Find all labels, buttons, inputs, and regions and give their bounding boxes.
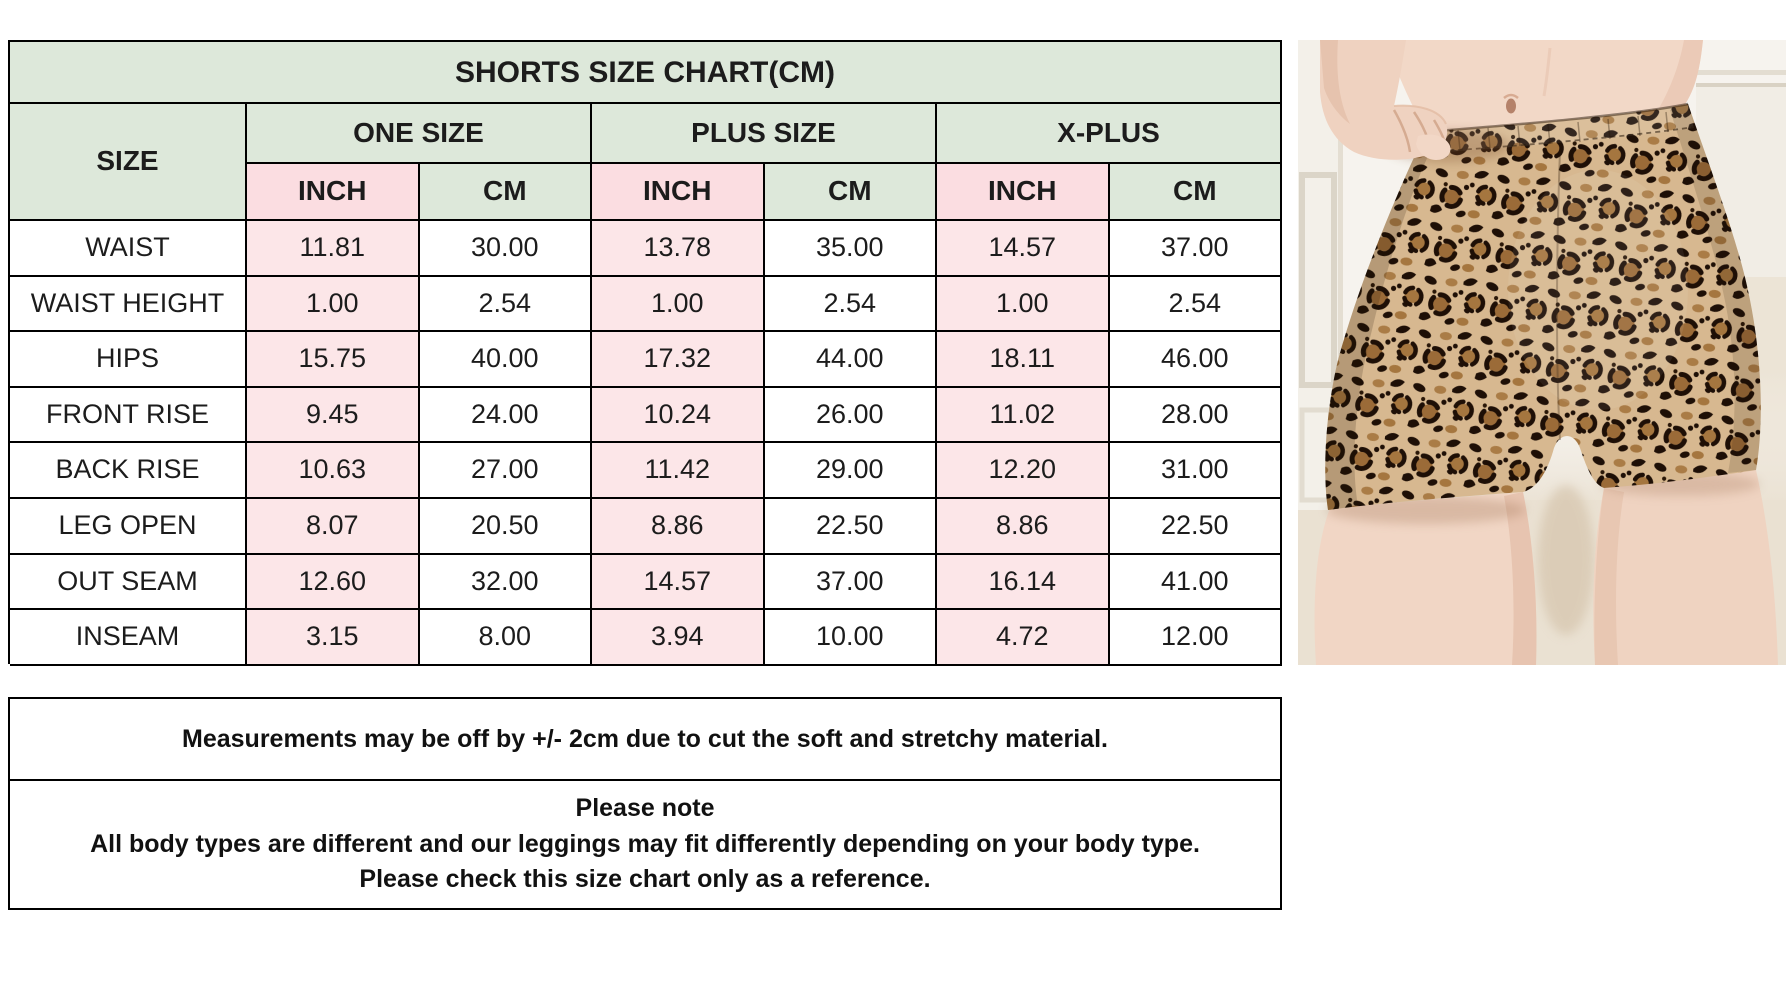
unit-header: INCH [937, 164, 1110, 221]
table-cell: 8.00 [420, 610, 593, 666]
table-cell: 16.14 [937, 555, 1110, 611]
table-cell: 17.32 [592, 332, 765, 388]
row-label: OUT SEAM [10, 555, 247, 611]
table-cell: 8.07 [247, 499, 420, 555]
group-header-one-size: ONE SIZE [247, 104, 592, 164]
unit-header: INCH [592, 164, 765, 221]
table-cell: 12.20 [937, 443, 1110, 499]
table-cell: 40.00 [420, 332, 593, 388]
table-cell: 11.02 [937, 388, 1110, 444]
table-cell: 10.24 [592, 388, 765, 444]
table-cell: 14.57 [592, 555, 765, 611]
please-note-line1: All body types are different and our leggings may fit differently depending on your body type. [90, 829, 1200, 858]
table-cell: 10.00 [765, 610, 938, 666]
measurement-note-box [8, 697, 1282, 781]
table-title: SHORTS SIZE CHART(CM) [10, 42, 1282, 104]
table-cell: 8.86 [937, 499, 1110, 555]
table-cell: 2.54 [765, 277, 938, 333]
please-note-box [8, 779, 1282, 910]
table-cell: 1.00 [937, 277, 1110, 333]
table-cell: 9.45 [247, 388, 420, 444]
table-cell: 1.00 [592, 277, 765, 333]
table-cell: 1.00 [247, 277, 420, 333]
row-label: LEG OPEN [10, 499, 247, 555]
table-cell: 12.60 [247, 555, 420, 611]
table-cell: 46.00 [1110, 332, 1283, 388]
table-cell: 22.50 [1110, 499, 1283, 555]
table-cell: 8.86 [592, 499, 765, 555]
row-label: WAIST HEIGHT [10, 277, 247, 333]
product-photo [1298, 40, 1786, 665]
row-label: FRONT RISE [10, 388, 247, 444]
table-cell: 2.54 [420, 277, 593, 333]
table-cell: 3.15 [247, 610, 420, 666]
table-cell: 29.00 [765, 443, 938, 499]
table-cell: 2.54 [1110, 277, 1283, 333]
table-cell: 11.81 [247, 221, 420, 277]
table-cell: 35.00 [765, 221, 938, 277]
table-cell: 26.00 [765, 388, 938, 444]
group-header-plus-size: PLUS SIZE [592, 104, 937, 164]
measurement-note-text: Measurements may be off by +/- 2cm due to cut the soft and stretchy material. [182, 724, 1108, 753]
table-cell: 3.94 [592, 610, 765, 666]
table-cell: 14.57 [937, 221, 1110, 277]
navel [1506, 99, 1516, 114]
unit-header: CM [1110, 164, 1283, 221]
row-label: BACK RISE [10, 443, 247, 499]
table-cell: 37.00 [1110, 221, 1283, 277]
table-cell: 11.42 [592, 443, 765, 499]
table-cell: 4.72 [937, 610, 1110, 666]
row-label: INSEAM [10, 610, 247, 666]
table-cell: 30.00 [420, 221, 593, 277]
table-cell: 27.00 [420, 443, 593, 499]
table-cell: 41.00 [1110, 555, 1283, 611]
row-label: WAIST [10, 221, 247, 277]
table-cell: 20.50 [420, 499, 593, 555]
table-cell: 31.00 [1110, 443, 1283, 499]
table-cell: 10.63 [247, 443, 420, 499]
table-cell: 15.75 [247, 332, 420, 388]
table-cell: 24.00 [420, 388, 593, 444]
please-note-title: Please note [575, 794, 715, 823]
table-cell: 32.00 [420, 555, 593, 611]
table-cell: 13.78 [592, 221, 765, 277]
size-chart-table [8, 40, 1282, 664]
table-cell: 37.00 [765, 555, 938, 611]
unit-header: INCH [247, 164, 420, 221]
group-header-x-plus: X-PLUS [937, 104, 1282, 164]
corner-header-size: SIZE [10, 104, 247, 221]
table-cell: 12.00 [1110, 610, 1283, 666]
please-note-line2: Please check this size chart only as a reference. [359, 865, 931, 894]
row-label: HIPS [10, 332, 247, 388]
table-cell: 44.00 [765, 332, 938, 388]
table-cell: 22.50 [765, 499, 938, 555]
unit-header: CM [765, 164, 938, 221]
table-cell: 28.00 [1110, 388, 1283, 444]
unit-header: CM [420, 164, 593, 221]
table-cell: 18.11 [937, 332, 1110, 388]
